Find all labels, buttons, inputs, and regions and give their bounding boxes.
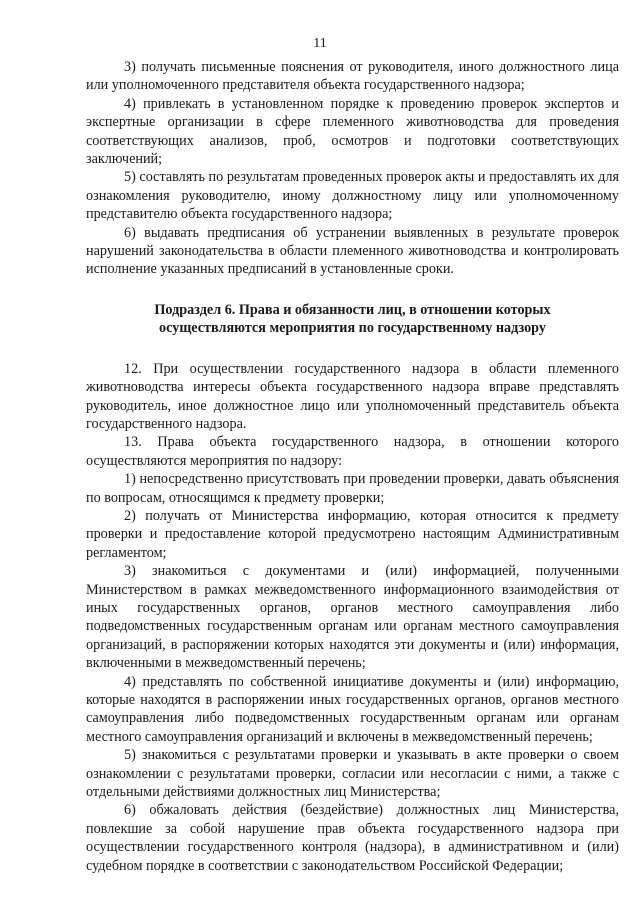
spacer (86, 279, 619, 301)
document-body (86, 58, 619, 875)
page-number: 11 (313, 36, 327, 51)
section-heading-line-2: осуществляются мероприятия по государственному надзору (159, 320, 546, 337)
rights-item-4: 4) представлять по собственной инициативе документы и (или) информацию, которые находятся в распоряжении иных государственных органов, органов местного самоуправления либо подведомственных государственным органам или органам местного самоуправления организаций и включены в межведомственный перечень; (86, 673, 619, 745)
rights-item-3: 3) знакомиться с документами и (или) информацией, полученными Министерством в рамках межведомственного информационного взаимодействия от иных государственных органов, органов местного самоуправления либо подведомственных государственным органам или органам местного самоуправления организаций, в распоряжении которых находятся эти документы и (или) информация, включенными в межведомственный перечень; (86, 563, 619, 672)
section-heading-line-1: Подраздел 6. Права и обязанности лиц, в отношении которых (154, 301, 551, 318)
list-item-4: 4) привлекать в установленном порядке к проведению проверок экспертов и экспертные организации в сфере племенного животноводства для проведения соответствующих анализов, проб, осмотров и подготовки соответствующих заключений; (86, 95, 619, 168)
list-item-6: 6) выдавать предписания об устранении выявленных в результате проверок нарушений законодательства в области племенного животноводства и контролировать исполнение указанных предписаний в установленные сроки. (86, 224, 619, 278)
rights-item-6: 6) обжаловать действия (бездействие) должностных лиц Министерства, повлекшие за собой нарушение прав объекта государственного надзора при осуществлении государственного контроля (надзора), в административном и (или) судебном порядке в соответствии с законодательством Российской Федерации; (86, 802, 619, 874)
list-item-5: 5) составлять по результатам проведенных проверок акты и предоставлять их для ознакомления руководителю, иному должностному лицу или уполномоченному представителю объекта государственного надзора; (86, 169, 619, 223)
rights-item-5: 5) знакомиться с результатами проверки и указывать в акте проверки о своем ознакомлении с результатами проверки, согласии или несогласии с ними, а также с отдельными действиями должностных лиц Министерства; (86, 747, 619, 801)
rights-item-1: 1) непосредственно присутствовать при проведении проверки, давать объяснения по вопросам, относящимся к предмету проверки; (86, 471, 619, 506)
list-item-3: 3) получать письменные пояснения от руководителя, иного должностного лица или уполномоченного представителя объекта государственного надзора; (86, 59, 619, 94)
clause-13: 13. Права объекта государственного надзора, в отношении которого осуществляются мероприятия по надзору: (86, 434, 619, 469)
spacer (86, 338, 619, 360)
rights-item-2: 2) получать от Министерства информацию, которая относится к предмету проверки и предоставление которой предусмотрено настоящим Административным регламентом; (86, 507, 619, 561)
clause-12: 12. При осуществлении государственного надзора в области племенного животноводства интересы объекта государственного надзора вправе представлять руководитель, иное должностное лицо или уполномоченный представитель объекта государственного надзора. (86, 360, 619, 432)
